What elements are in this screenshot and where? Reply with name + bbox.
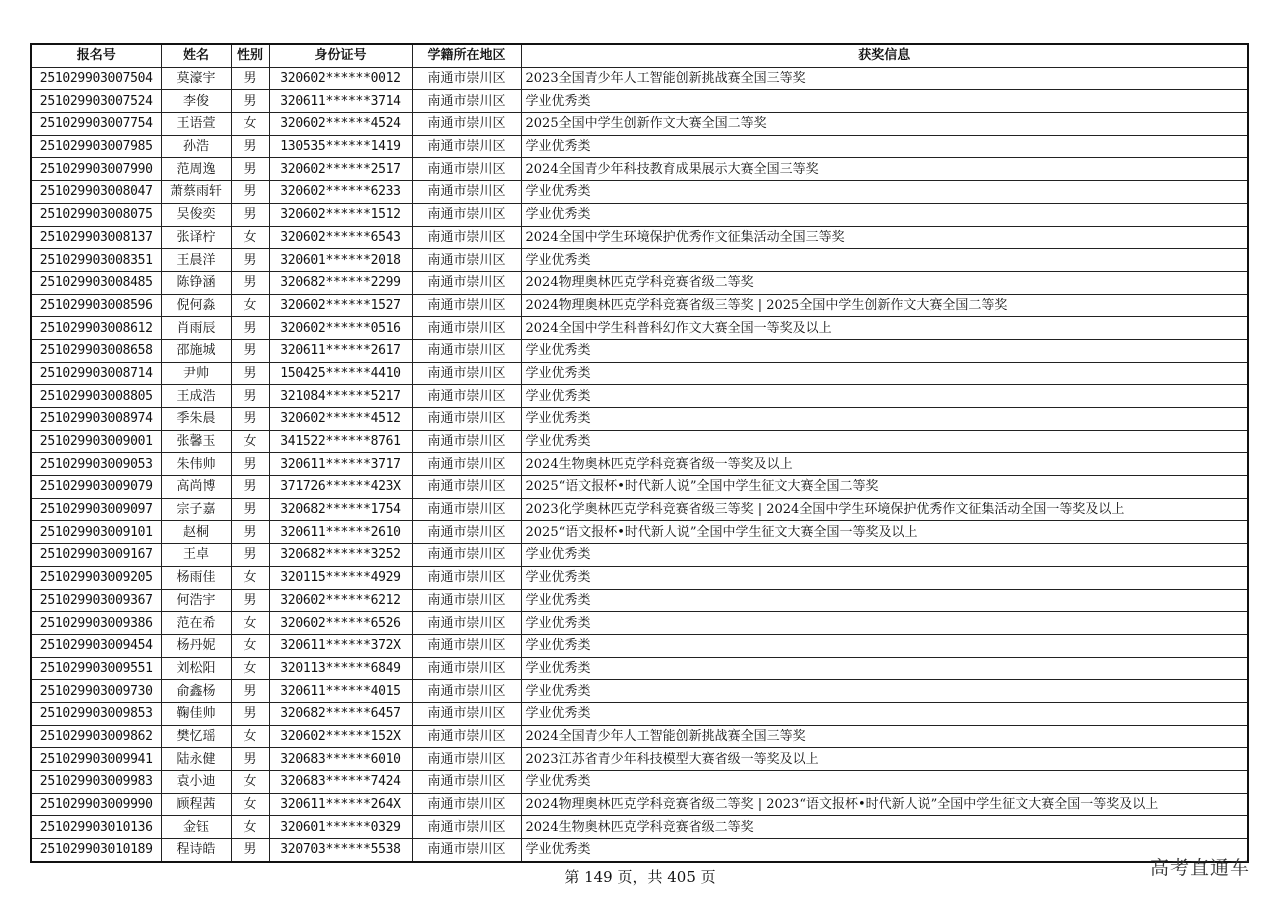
award-info-cell: 2024全国青少年人工智能创新挑战赛全国三等奖 <box>521 725 1248 748</box>
id-card-cell: 371726******423X <box>269 476 412 499</box>
region-cell: 南通市崇川区 <box>412 680 521 703</box>
gender-cell: 男 <box>231 476 269 499</box>
table-row <box>31 90 1248 113</box>
gender-cell: 男 <box>231 544 269 567</box>
id-card-cell: 341522******8761 <box>269 430 412 453</box>
region-cell: 南通市崇川区 <box>412 430 521 453</box>
award-info-cell: 学业优秀类 <box>521 589 1248 612</box>
registration-number-cell: 251029903009862 <box>31 725 161 748</box>
gender-cell: 男 <box>231 521 269 544</box>
table-row <box>31 839 1248 862</box>
gender-cell: 女 <box>231 771 269 794</box>
name-cell: 莫濠宇 <box>161 67 231 90</box>
award-info-cell: 2025“语文报杯•时代新人说”全国中学生征文大赛全国二等奖 <box>521 476 1248 499</box>
gender-cell: 男 <box>231 339 269 362</box>
gender-cell: 女 <box>231 816 269 839</box>
name-cell: 孙浩 <box>161 135 231 158</box>
gender-cell: 男 <box>231 748 269 771</box>
id-card-cell: 320682******6457 <box>269 702 412 725</box>
award-info-cell: 学业优秀类 <box>521 249 1248 272</box>
registration-number-cell: 251029903008714 <box>31 362 161 385</box>
award-info-cell: 学业优秀类 <box>521 771 1248 794</box>
name-cell: 张馨玉 <box>161 430 231 453</box>
gender-cell: 女 <box>231 226 269 249</box>
registration-number-cell: 251029903008351 <box>31 249 161 272</box>
award-info-cell: 2024全国青少年科技教育成果展示大赛全国三等奖 <box>521 158 1248 181</box>
region-cell: 南通市崇川区 <box>412 566 521 589</box>
table-row <box>31 816 1248 839</box>
gender-cell: 男 <box>231 158 269 181</box>
registration-number-cell: 251029903008612 <box>31 317 161 340</box>
table-row <box>31 476 1248 499</box>
registration-number-cell: 251029903007754 <box>31 113 161 136</box>
region-cell: 南通市崇川区 <box>412 702 521 725</box>
gender-cell: 男 <box>231 385 269 408</box>
name-cell: 朱伟帅 <box>161 453 231 476</box>
region-cell: 南通市崇川区 <box>412 476 521 499</box>
id-card-cell: 320703******5538 <box>269 839 412 862</box>
gender-cell: 男 <box>231 498 269 521</box>
id-card-cell: 320601******0329 <box>269 816 412 839</box>
table-row <box>31 203 1248 226</box>
award-info-cell: 学业优秀类 <box>521 702 1248 725</box>
award-info-cell: 2024全国中学生环境保护优秀作文征集活动全国三等奖 <box>521 226 1248 249</box>
table-row <box>31 249 1248 272</box>
registration-number-cell: 251029903009941 <box>31 748 161 771</box>
name-cell: 高尚博 <box>161 476 231 499</box>
id-card-cell: 320611******372X <box>269 634 412 657</box>
table-row <box>31 589 1248 612</box>
name-cell: 陆永健 <box>161 748 231 771</box>
table-row <box>31 339 1248 362</box>
gender-cell: 女 <box>231 725 269 748</box>
registration-number-cell: 251029903007985 <box>31 135 161 158</box>
header-gender: 性别 <box>231 44 269 67</box>
registration-number-cell: 251029903009167 <box>31 544 161 567</box>
gender-cell: 男 <box>231 317 269 340</box>
id-card-cell: 320683******7424 <box>269 771 412 794</box>
registration-number-cell: 251029903009205 <box>31 566 161 589</box>
header-registration-number: 报名号 <box>31 44 161 67</box>
id-card-cell: 320602******1512 <box>269 203 412 226</box>
table-row <box>31 408 1248 431</box>
name-cell: 倪何淼 <box>161 294 231 317</box>
name-cell: 樊忆瑶 <box>161 725 231 748</box>
table-row <box>31 430 1248 453</box>
award-info-cell: 学业优秀类 <box>521 544 1248 567</box>
id-card-cell: 320611******3717 <box>269 453 412 476</box>
name-cell: 肖雨辰 <box>161 317 231 340</box>
gender-cell: 男 <box>231 589 269 612</box>
id-card-cell: 320611******2617 <box>269 339 412 362</box>
award-info-cell: 学业优秀类 <box>521 385 1248 408</box>
registration-number-cell: 251029903008075 <box>31 203 161 226</box>
gender-cell: 男 <box>231 453 269 476</box>
region-cell: 南通市崇川区 <box>412 544 521 567</box>
name-cell: 俞鑫杨 <box>161 680 231 703</box>
region-cell: 南通市崇川区 <box>412 113 521 136</box>
gender-cell: 女 <box>231 612 269 635</box>
registration-number-cell: 251029903009097 <box>31 498 161 521</box>
id-card-cell: 320602******0012 <box>269 67 412 90</box>
award-info-cell: 学业优秀类 <box>521 430 1248 453</box>
name-cell: 袁小迪 <box>161 771 231 794</box>
gender-cell: 男 <box>231 408 269 431</box>
registration-number-cell: 251029903009101 <box>31 521 161 544</box>
id-card-cell: 320611******264X <box>269 793 412 816</box>
table-row <box>31 634 1248 657</box>
region-cell: 南通市崇川区 <box>412 408 521 431</box>
award-info-cell: 学业优秀类 <box>521 203 1248 226</box>
region-cell: 南通市崇川区 <box>412 521 521 544</box>
table-row <box>31 158 1248 181</box>
registration-number-cell: 251029903008974 <box>31 408 161 431</box>
gender-cell: 女 <box>231 657 269 680</box>
region-cell: 南通市崇川区 <box>412 271 521 294</box>
page-number-footer: 第 149 页，共 405 页 <box>564 868 716 886</box>
award-info-cell: 2023化学奥林匹克学科竞赛省级三等奖 | 2024全国中学生环境保护优秀作文征集活动全国一等奖及以上 <box>521 498 1248 521</box>
name-cell: 吴俊奕 <box>161 203 231 226</box>
name-cell: 李俊 <box>161 90 231 113</box>
gender-cell: 女 <box>231 294 269 317</box>
header-region: 学籍所在地区 <box>412 44 521 67</box>
id-card-cell: 320601******2018 <box>269 249 412 272</box>
table-row <box>31 317 1248 340</box>
name-cell: 杨雨佳 <box>161 566 231 589</box>
award-info-cell: 2024物理奥林匹克学科竞赛省级二等奖 <box>521 271 1248 294</box>
table-row <box>31 544 1248 567</box>
registration-number-cell: 251029903007990 <box>31 158 161 181</box>
region-cell: 南通市崇川区 <box>412 589 521 612</box>
id-card-cell: 320602******6233 <box>269 181 412 204</box>
award-info-cell: 2024生物奥林匹克学科竞赛省级二等奖 <box>521 816 1248 839</box>
gender-cell: 女 <box>231 566 269 589</box>
table-row <box>31 294 1248 317</box>
region-cell: 南通市崇川区 <box>412 498 521 521</box>
name-cell: 陈铮涵 <box>161 271 231 294</box>
table-row <box>31 385 1248 408</box>
name-cell: 范周逸 <box>161 158 231 181</box>
gender-cell: 男 <box>231 680 269 703</box>
table-row <box>31 657 1248 680</box>
table-row <box>31 702 1248 725</box>
id-card-cell: 320602******6543 <box>269 226 412 249</box>
region-cell: 南通市崇川区 <box>412 612 521 635</box>
region-cell: 南通市崇川区 <box>412 181 521 204</box>
name-cell: 金钰 <box>161 816 231 839</box>
region-cell: 南通市崇川区 <box>412 657 521 680</box>
award-info-cell: 2024物理奥林匹克学科竞赛省级二等奖 | 2023“语文报杯•时代新人说”全国中学生征文大赛全国一等奖及以上 <box>521 793 1248 816</box>
registration-number-cell: 251029903009079 <box>31 476 161 499</box>
name-cell: 刘松阳 <box>161 657 231 680</box>
name-cell: 王成浩 <box>161 385 231 408</box>
gender-cell: 女 <box>231 113 269 136</box>
table-body <box>31 67 1248 862</box>
registration-number-cell: 251029903010189 <box>31 839 161 862</box>
award-info-cell: 学业优秀类 <box>521 612 1248 635</box>
gender-cell: 男 <box>231 839 269 862</box>
region-cell: 南通市崇川区 <box>412 816 521 839</box>
region-cell: 南通市崇川区 <box>412 67 521 90</box>
award-info-cell: 学业优秀类 <box>521 634 1248 657</box>
table-row <box>31 725 1248 748</box>
table-row <box>31 362 1248 385</box>
registration-number-cell: 251029903008658 <box>31 339 161 362</box>
header-id-card: 身份证号 <box>269 44 412 67</box>
region-cell: 南通市崇川区 <box>412 793 521 816</box>
id-card-cell: 320611******3714 <box>269 90 412 113</box>
name-cell: 赵桐 <box>161 521 231 544</box>
region-cell: 南通市崇川区 <box>412 249 521 272</box>
region-cell: 南通市崇川区 <box>412 226 521 249</box>
id-card-cell: 320602******4524 <box>269 113 412 136</box>
registration-number-cell: 251029903009386 <box>31 612 161 635</box>
region-cell: 南通市崇川区 <box>412 839 521 862</box>
registration-number-cell: 251029903009853 <box>31 702 161 725</box>
award-info-cell: 学业优秀类 <box>521 566 1248 589</box>
name-cell: 王卓 <box>161 544 231 567</box>
name-cell: 程诗皓 <box>161 839 231 862</box>
table-row <box>31 271 1248 294</box>
award-info-cell: 2023江苏省青少年科技模型大赛省级一等奖及以上 <box>521 748 1248 771</box>
header-awards: 获奖信息 <box>521 44 1248 67</box>
name-cell: 顾程茜 <box>161 793 231 816</box>
award-info-cell: 学业优秀类 <box>521 839 1248 862</box>
name-cell: 萧蔡雨轩 <box>161 181 231 204</box>
region-cell: 南通市崇川区 <box>412 203 521 226</box>
id-card-cell: 320602******6212 <box>269 589 412 612</box>
region-cell: 南通市崇川区 <box>412 135 521 158</box>
name-cell: 鞠佳帅 <box>161 702 231 725</box>
registration-number-cell: 251029903009551 <box>31 657 161 680</box>
registration-number-cell: 251029903009053 <box>31 453 161 476</box>
registration-number-cell: 251029903007524 <box>31 90 161 113</box>
name-cell: 尹帅 <box>161 362 231 385</box>
table-row <box>31 793 1248 816</box>
table-row <box>31 135 1248 158</box>
registration-number-cell: 251029903008596 <box>31 294 161 317</box>
table-row <box>31 680 1248 703</box>
admission-table <box>30 43 1249 863</box>
award-info-cell: 学业优秀类 <box>521 135 1248 158</box>
award-info-cell: 2024全国中学生科普科幻作文大赛全国一等奖及以上 <box>521 317 1248 340</box>
registration-number-cell: 251029903009990 <box>31 793 161 816</box>
award-info-cell: 学业优秀类 <box>521 680 1248 703</box>
name-cell: 范在希 <box>161 612 231 635</box>
id-card-cell: 320602******4512 <box>269 408 412 431</box>
table-row <box>31 67 1248 90</box>
region-cell: 南通市崇川区 <box>412 771 521 794</box>
gender-cell: 男 <box>231 181 269 204</box>
name-cell: 王晨洋 <box>161 249 231 272</box>
region-cell: 南通市崇川区 <box>412 634 521 657</box>
region-cell: 南通市崇川区 <box>412 362 521 385</box>
region-cell: 南通市崇川区 <box>412 90 521 113</box>
gender-cell: 男 <box>231 135 269 158</box>
id-card-cell: 320602******1527 <box>269 294 412 317</box>
table-row <box>31 771 1248 794</box>
gender-cell: 男 <box>231 362 269 385</box>
registration-number-cell: 251029903009001 <box>31 430 161 453</box>
id-card-cell: 320611******4015 <box>269 680 412 703</box>
gender-cell: 女 <box>231 430 269 453</box>
award-info-cell: 学业优秀类 <box>521 90 1248 113</box>
region-cell: 南通市崇川区 <box>412 725 521 748</box>
registration-number-cell: 251029903008047 <box>31 181 161 204</box>
award-info-cell: 2025全国中学生创新作文大赛全国二等奖 <box>521 113 1248 136</box>
table-row <box>31 566 1248 589</box>
table-row <box>31 181 1248 204</box>
registration-number-cell: 251029903008485 <box>31 271 161 294</box>
name-cell: 何浩宇 <box>161 589 231 612</box>
region-cell: 南通市崇川区 <box>412 294 521 317</box>
gender-cell: 男 <box>231 249 269 272</box>
id-card-cell: 320602******6526 <box>269 612 412 635</box>
id-card-cell: 130535******1419 <box>269 135 412 158</box>
header-name: 姓名 <box>161 44 231 67</box>
gender-cell: 女 <box>231 793 269 816</box>
id-card-cell: 320682******2299 <box>269 271 412 294</box>
gender-cell: 男 <box>231 203 269 226</box>
registration-number-cell: 251029903009983 <box>31 771 161 794</box>
registration-number-cell: 251029903008805 <box>31 385 161 408</box>
id-card-cell: 320115******4929 <box>269 566 412 589</box>
gender-cell: 男 <box>231 90 269 113</box>
id-card-cell: 320611******2610 <box>269 521 412 544</box>
gender-cell: 女 <box>231 634 269 657</box>
region-cell: 南通市崇川区 <box>412 158 521 181</box>
id-card-cell: 320682******1754 <box>269 498 412 521</box>
award-info-cell: 学业优秀类 <box>521 339 1248 362</box>
registration-number-cell: 251029903010136 <box>31 816 161 839</box>
award-info-cell: 学业优秀类 <box>521 362 1248 385</box>
name-cell: 杨丹妮 <box>161 634 231 657</box>
region-cell: 南通市崇川区 <box>412 748 521 771</box>
id-card-cell: 320682******3252 <box>269 544 412 567</box>
region-cell: 南通市崇川区 <box>412 453 521 476</box>
watermark-text: 高考直通车 <box>1149 857 1250 879</box>
registration-number-cell: 251029903009730 <box>31 680 161 703</box>
name-cell: 邵施城 <box>161 339 231 362</box>
award-info-cell: 2024物理奥林匹克学科竞赛省级三等奖 | 2025全国中学生创新作文大赛全国二等奖 <box>521 294 1248 317</box>
region-cell: 南通市崇川区 <box>412 339 521 362</box>
table-row <box>31 498 1248 521</box>
id-card-cell: 150425******4410 <box>269 362 412 385</box>
id-card-cell: 320602******0516 <box>269 317 412 340</box>
id-card-cell: 321084******5217 <box>269 385 412 408</box>
gender-cell: 男 <box>231 67 269 90</box>
award-info-cell: 学业优秀类 <box>521 181 1248 204</box>
award-info-cell: 2023全国青少年人工智能创新挑战赛全国三等奖 <box>521 67 1248 90</box>
id-card-cell: 320602******152X <box>269 725 412 748</box>
id-card-cell: 320602******2517 <box>269 158 412 181</box>
award-info-cell: 2024生物奥林匹克学科竞赛省级一等奖及以上 <box>521 453 1248 476</box>
registration-number-cell: 251029903007504 <box>31 67 161 90</box>
table-row <box>31 453 1248 476</box>
gender-cell: 男 <box>231 702 269 725</box>
id-card-cell: 320683******6010 <box>269 748 412 771</box>
region-cell: 南通市崇川区 <box>412 385 521 408</box>
award-info-cell: 2025“语文报杯•时代新人说”全国中学生征文大赛全国一等奖及以上 <box>521 521 1248 544</box>
name-cell: 季朱晨 <box>161 408 231 431</box>
award-info-cell: 学业优秀类 <box>521 657 1248 680</box>
registration-number-cell: 251029903009367 <box>31 589 161 612</box>
table-row <box>31 521 1248 544</box>
table-row <box>31 612 1248 635</box>
name-cell: 张译柠 <box>161 226 231 249</box>
award-info-cell: 学业优秀类 <box>521 408 1248 431</box>
id-card-cell: 320113******6849 <box>269 657 412 680</box>
gender-cell: 男 <box>231 271 269 294</box>
region-cell: 南通市崇川区 <box>412 317 521 340</box>
table-header-row <box>31 44 1248 67</box>
registration-number-cell: 251029903009454 <box>31 634 161 657</box>
table-row <box>31 113 1248 136</box>
registration-number-cell: 251029903008137 <box>31 226 161 249</box>
name-cell: 宗子嘉 <box>161 498 231 521</box>
table-row <box>31 226 1248 249</box>
table-row <box>31 748 1248 771</box>
name-cell: 王语萱 <box>161 113 231 136</box>
